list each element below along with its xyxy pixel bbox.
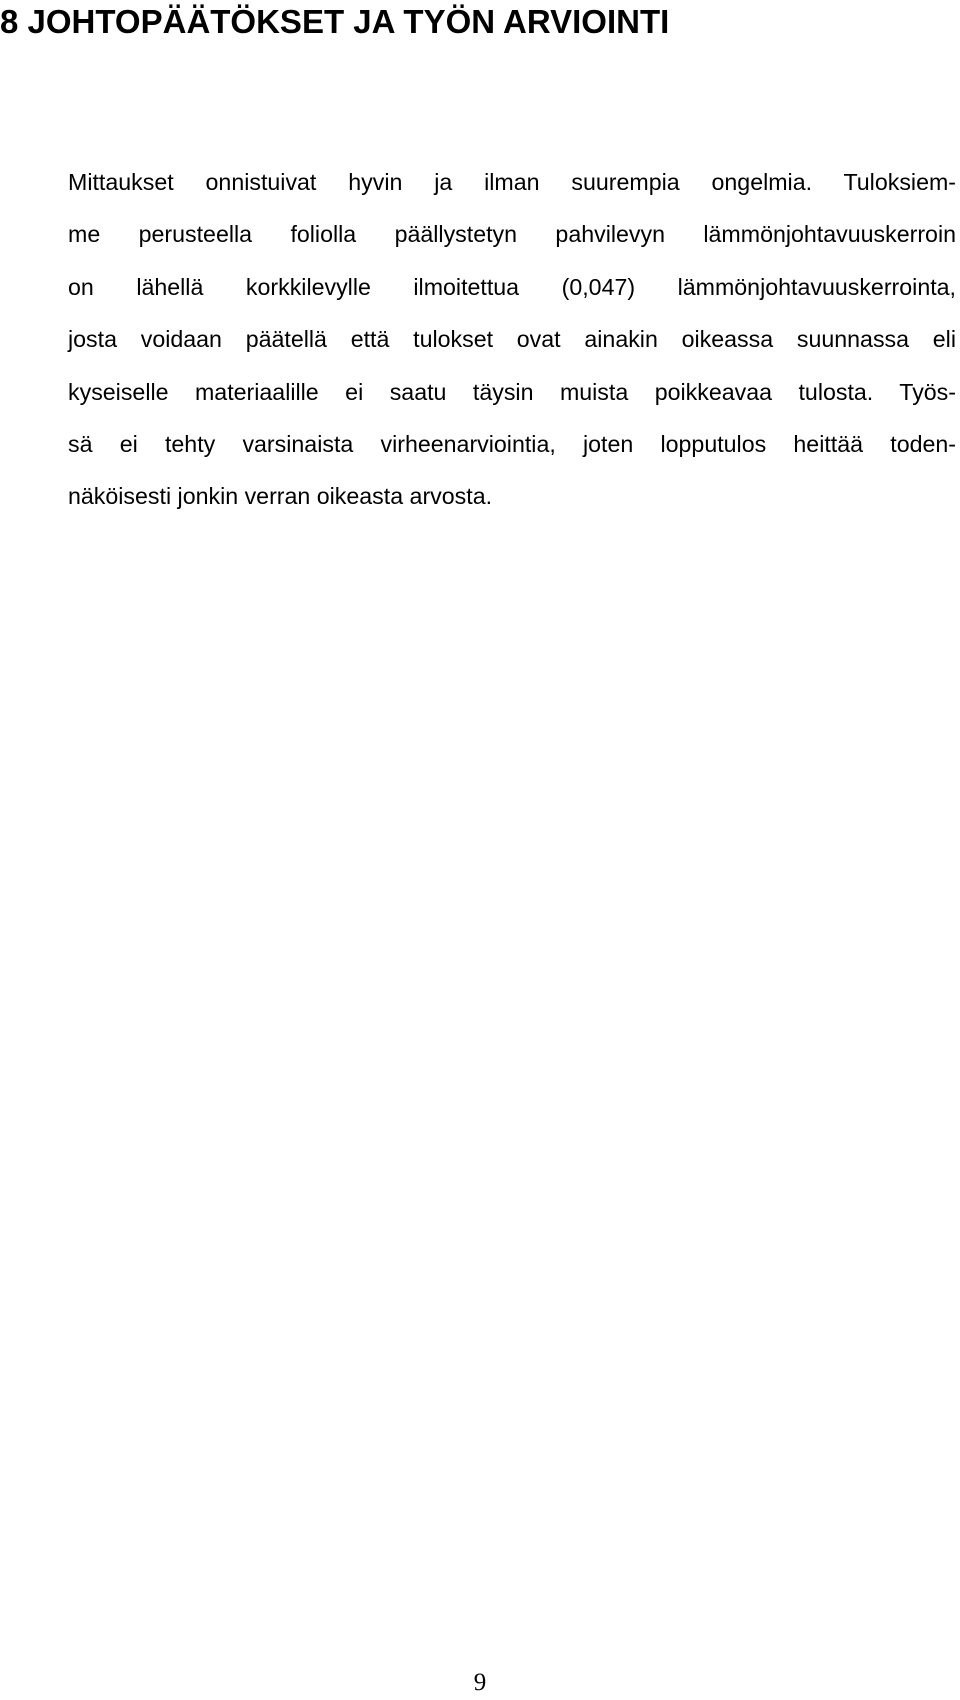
chapter-heading: 8 JOHTOPÄÄTÖKSET JA TYÖN ARVIOINTI xyxy=(0,3,670,40)
paragraph-line: Mittaukset onnistuivat hyvin ja ilman suurempia ongelmia. Tuloksiem- xyxy=(68,169,956,195)
paragraph-line: me perusteella foliolla päällystetyn pahvilevyn lämmönjohtavuuskerroin xyxy=(68,221,956,248)
conclusion-paragraph xyxy=(68,156,956,523)
page-number: 9 xyxy=(473,1669,487,1696)
paragraph-line: josta voidaan päätellä että tulokset ovat ainakin oikeassa suunnassa eli xyxy=(68,326,956,353)
paragraph-line: sä ei tehty varsinaista virheenarviointia, joten lopputulos heittää toden- xyxy=(68,430,956,457)
paragraph-line: kyseiselle materiaalille ei saatu täysin muista poikkeavaa tulosta. Työs- xyxy=(68,378,956,405)
paragraph-line: on lähellä korkkilevylle ilmoitettua (0,047) lämmönjohtavuuskerrointa, xyxy=(68,273,956,300)
paragraph-line: näköisesti jonkin verran oikeasta arvosta. xyxy=(68,483,493,510)
